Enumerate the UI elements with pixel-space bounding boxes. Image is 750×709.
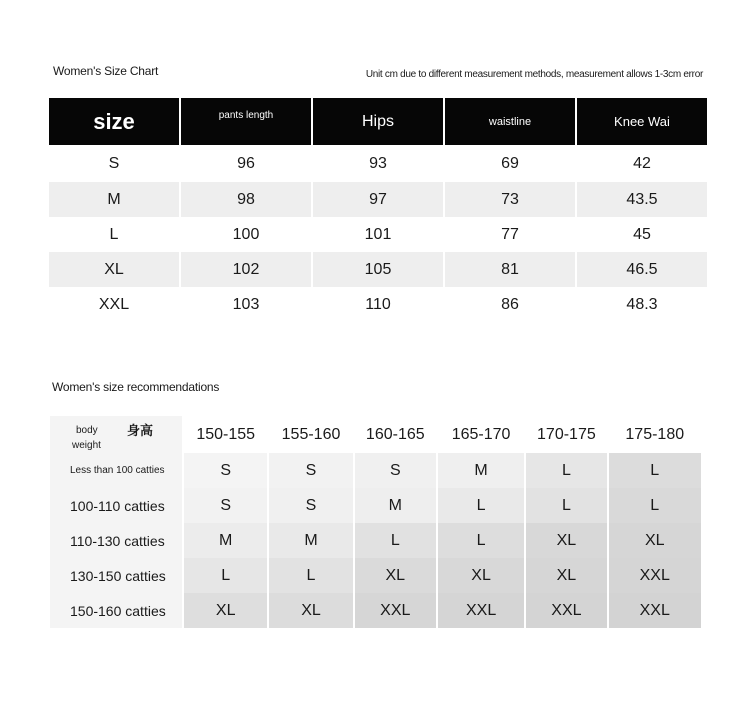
size-cell: S [184, 488, 267, 523]
table-row [49, 287, 707, 322]
size-chart-table [47, 98, 709, 322]
measurement-note: Unit cm due to different measurement methods, measurement allows 1-3cm error [365, 69, 703, 80]
size-cell: M [355, 488, 436, 523]
corner-body-label: body [76, 425, 98, 436]
size-cell: S [269, 453, 352, 488]
size-cell: L [609, 453, 701, 488]
recommendations-title: Women's size recommendations [52, 380, 220, 394]
table-row [50, 523, 701, 558]
weight-label: 130-150 catties [50, 558, 182, 593]
height-header: 155-160 [269, 416, 352, 453]
corner-height-label: 身高 [127, 424, 154, 439]
size-cell: S [269, 488, 352, 523]
table-row [50, 558, 701, 593]
size-cell: S [355, 453, 436, 488]
size-cell: XXL [609, 593, 701, 628]
weight-label: 150-160 catties [50, 593, 182, 628]
size-cell: L [609, 488, 701, 523]
size-cell: XL [526, 523, 606, 558]
size-cell: L [438, 488, 524, 523]
weight-label: 110-130 catties [50, 523, 182, 558]
size-cell: XL [609, 523, 701, 558]
table-row [50, 453, 701, 488]
hips-cell: 97 [313, 182, 443, 217]
weight-label: Less than 100 catties [50, 453, 182, 488]
size-cell: XXL [98, 295, 130, 313]
hips-cell: 105 [313, 252, 443, 287]
size-cell: S [108, 154, 120, 172]
size-cell: XL [49, 252, 179, 287]
header-pants-length: pants length [181, 98, 311, 145]
table-row [50, 488, 701, 523]
size-cell: L [526, 488, 606, 523]
hips-cell: 93 [369, 154, 387, 172]
knee-cell: 45 [633, 225, 651, 243]
table-row [49, 145, 707, 182]
size-cell: XXL [355, 593, 436, 628]
hips-cell: 110 [365, 295, 391, 313]
header-knee: Knee Wai [577, 98, 707, 145]
height-header: 165-170 [438, 416, 524, 453]
table-row [50, 593, 701, 628]
size-cell: XL [438, 558, 524, 593]
waistline-cell: 69 [501, 154, 519, 172]
size-cell: XXL [438, 593, 524, 628]
pants-length-cell: 103 [232, 295, 260, 313]
size-cell: XL [269, 593, 352, 628]
size-cell: L [269, 558, 352, 593]
corner-weight-label: weight [72, 440, 101, 451]
recommendations-header-row [50, 416, 701, 453]
size-cell: L [184, 558, 267, 593]
header-waistline: waistline [445, 98, 575, 145]
size-cell: L [109, 225, 119, 243]
size-cell: L [355, 523, 436, 558]
size-cell: XL [526, 558, 606, 593]
size-cell: XXL [526, 593, 606, 628]
pants-length-cell: 100 [232, 225, 260, 243]
table-row [49, 252, 707, 287]
size-cell: XXL [609, 558, 701, 593]
size-cell: L [438, 523, 524, 558]
size-chart-header-row [49, 98, 707, 145]
size-recommendations-table [48, 416, 703, 628]
header-size: size [49, 98, 179, 145]
knee-cell: 42 [633, 154, 651, 172]
size-cell: M [184, 523, 267, 558]
pants-length-cell: 98 [181, 182, 311, 217]
hips-cell: 101 [364, 225, 392, 243]
size-cell: XL [355, 558, 436, 593]
height-header: 160-165 [355, 416, 436, 453]
knee-cell: 46.5 [577, 252, 707, 287]
height-header: 150-155 [184, 416, 267, 453]
table-row [49, 217, 707, 252]
size-cell: M [269, 523, 352, 558]
size-cell: M [49, 182, 179, 217]
height-header: 170-175 [526, 416, 606, 453]
pants-length-cell: 96 [237, 154, 255, 172]
waistline-cell: 86 [501, 295, 519, 313]
table-row [49, 182, 707, 217]
header-hips: Hips [313, 98, 443, 145]
size-cell: M [438, 453, 524, 488]
knee-cell: 43.5 [577, 182, 707, 217]
size-cell: S [184, 453, 267, 488]
weight-label: 100-110 catties [50, 488, 182, 523]
size-cell: XL [184, 593, 267, 628]
knee-cell: 48.3 [626, 295, 658, 313]
waistline-cell: 73 [445, 182, 575, 217]
pants-length-cell: 102 [181, 252, 311, 287]
waistline-cell: 77 [501, 225, 519, 243]
waistline-cell: 81 [445, 252, 575, 287]
corner-cell [50, 416, 182, 453]
size-chart-title: Women's Size Chart [53, 64, 159, 78]
size-cell: L [526, 453, 606, 488]
height-header: 175-180 [609, 416, 701, 453]
